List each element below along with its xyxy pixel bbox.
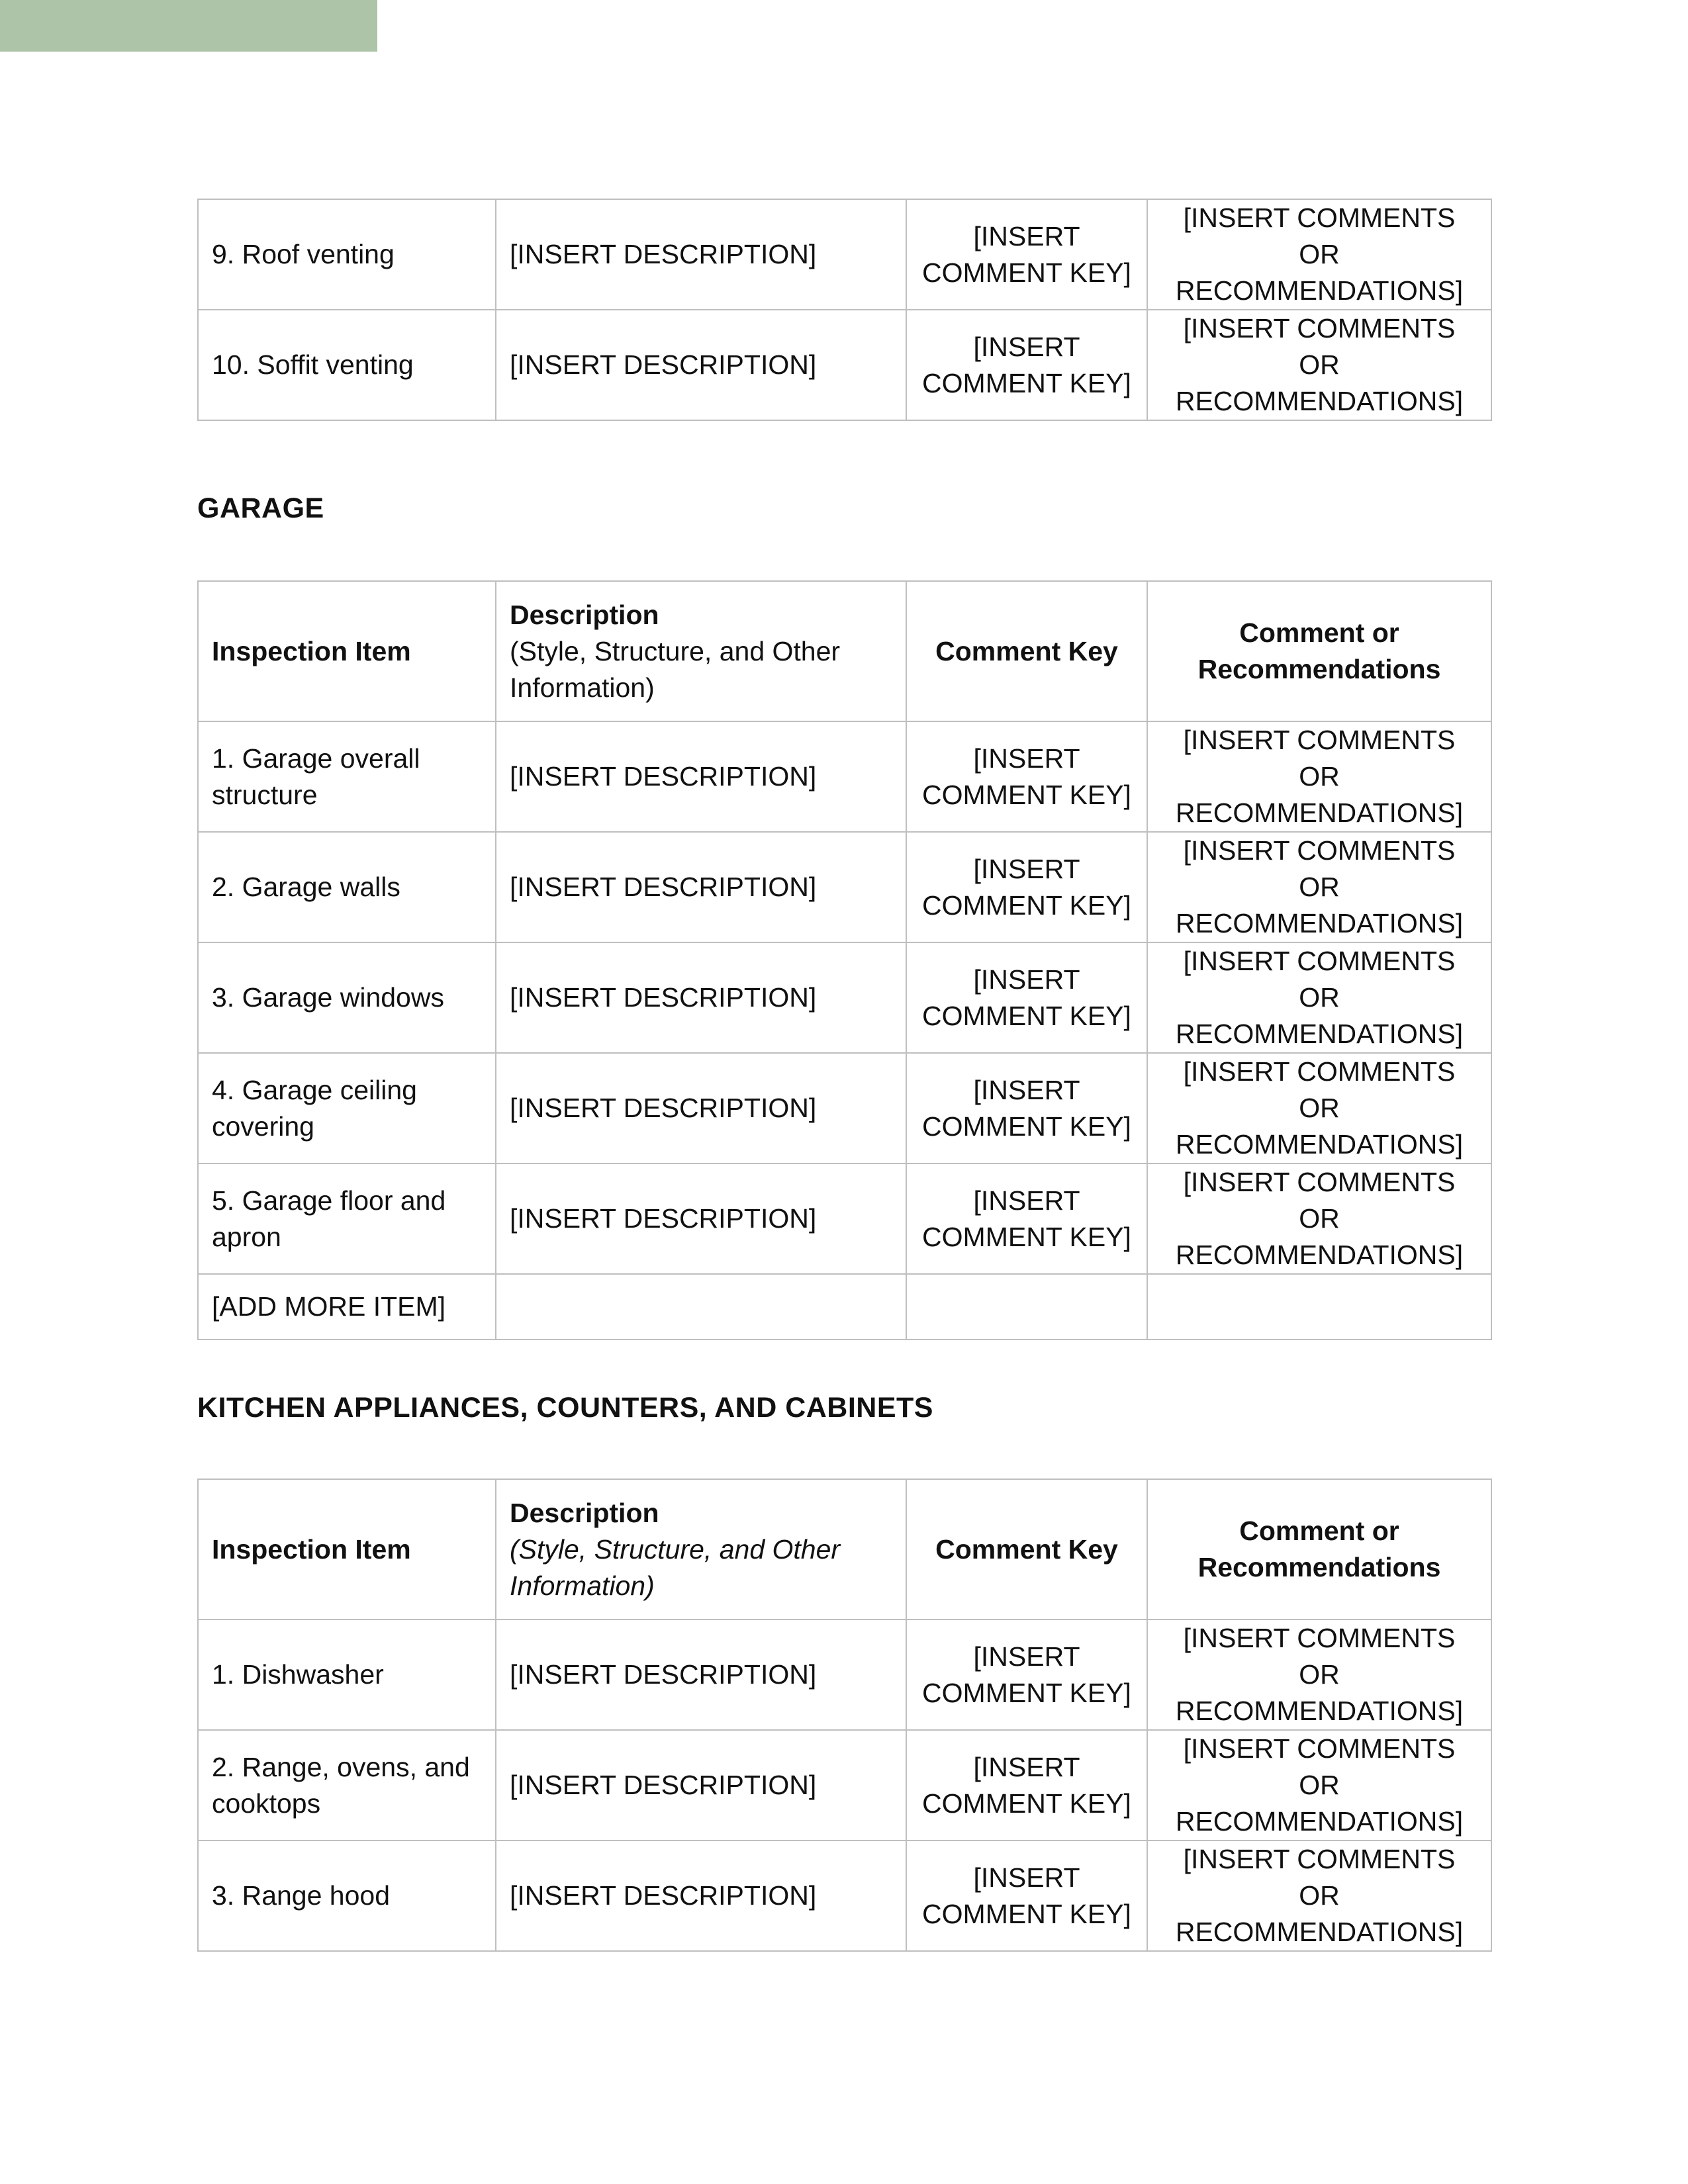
table-row bbox=[198, 1163, 1491, 1274]
roof-continuation-table bbox=[197, 199, 1492, 421]
description-cell[interactable]: [INSERT DESCRIPTION] bbox=[496, 721, 906, 832]
table-row bbox=[198, 310, 1491, 420]
description-cell[interactable]: [INSERT DESCRIPTION] bbox=[496, 942, 906, 1053]
header-inspection-item: Inspection Item bbox=[198, 1479, 496, 1619]
description-cell[interactable]: [INSERT DESCRIPTION] bbox=[496, 1163, 906, 1274]
table-row bbox=[198, 832, 1491, 942]
comment-cell[interactable]: [INSERT COMMENTS OR RECOMMENDATIONS] bbox=[1147, 1619, 1491, 1730]
comment-key-cell[interactable]: [INSERT COMMENT KEY] bbox=[906, 199, 1147, 310]
section-title-kitchen: KITCHEN APPLIANCES, COUNTERS, AND CABINETS bbox=[197, 1392, 933, 1424]
comment-key-cell[interactable]: [INSERT COMMENT KEY] bbox=[906, 1730, 1147, 1841]
empty-comment-cell[interactable] bbox=[1147, 1274, 1491, 1340]
comment-cell[interactable]: [INSERT COMMENTS OR RECOMMENDATIONS] bbox=[1147, 832, 1491, 942]
table-row bbox=[198, 721, 1491, 832]
table-header-row bbox=[198, 581, 1491, 721]
header-inspection-item: Inspection Item bbox=[198, 581, 496, 721]
header-comment: Comment or Recommendations bbox=[1147, 1479, 1491, 1619]
description-cell[interactable]: [INSERT DESCRIPTION] bbox=[496, 1841, 906, 1951]
header-description-hint: (Style, Structure, and Other Information) bbox=[510, 1533, 841, 1601]
inspection-item-cell[interactable]: 9. Roof venting bbox=[198, 199, 496, 310]
inspection-item-cell[interactable]: 3. Garage windows bbox=[198, 942, 496, 1053]
comment-key-cell[interactable]: [INSERT COMMENT KEY] bbox=[906, 1841, 1147, 1951]
section-title-garage: GARAGE bbox=[197, 492, 324, 524]
add-more-row bbox=[198, 1274, 1491, 1340]
empty-comment-key-cell[interactable] bbox=[906, 1274, 1147, 1340]
header-comment: Comment or Recommendations bbox=[1147, 581, 1491, 721]
inspection-item-cell[interactable]: 4. Garage ceiling covering bbox=[198, 1053, 496, 1163]
inspection-item-cell[interactable]: 1. Garage overall structure bbox=[198, 721, 496, 832]
header-comment-key: Comment Key bbox=[906, 1479, 1147, 1619]
table-row bbox=[198, 942, 1491, 1053]
inspection-item-cell[interactable]: 1. Dishwasher bbox=[198, 1619, 496, 1730]
inspection-item-cell[interactable]: 10. Soffit venting bbox=[198, 310, 496, 420]
description-cell[interactable]: [INSERT DESCRIPTION] bbox=[496, 1730, 906, 1841]
description-cell[interactable]: [INSERT DESCRIPTION] bbox=[496, 1053, 906, 1163]
description-cell[interactable]: [INSERT DESCRIPTION] bbox=[496, 199, 906, 310]
comment-cell[interactable]: [INSERT COMMENTS OR RECOMMENDATIONS] bbox=[1147, 1841, 1491, 1951]
comment-cell[interactable]: [INSERT COMMENTS OR RECOMMENDATIONS] bbox=[1147, 942, 1491, 1053]
inspection-item-cell[interactable]: 2. Garage walls bbox=[198, 832, 496, 942]
comment-key-cell[interactable]: [INSERT COMMENT KEY] bbox=[906, 721, 1147, 832]
comment-key-cell[interactable]: [INSERT COMMENT KEY] bbox=[906, 942, 1147, 1053]
table-row bbox=[198, 1053, 1491, 1163]
table-row bbox=[198, 1619, 1491, 1730]
comment-key-cell[interactable]: [INSERT COMMENT KEY] bbox=[906, 1053, 1147, 1163]
add-more-item-cell[interactable]: [ADD MORE ITEM] bbox=[198, 1274, 496, 1340]
table-row bbox=[198, 1730, 1491, 1841]
table-row bbox=[198, 1841, 1491, 1951]
comment-cell[interactable]: [INSERT COMMENTS OR RECOMMENDATIONS] bbox=[1147, 1053, 1491, 1163]
kitchen-table bbox=[197, 1479, 1492, 1952]
table-header-row bbox=[198, 1479, 1491, 1619]
comment-key-cell[interactable]: [INSERT COMMENT KEY] bbox=[906, 832, 1147, 942]
comment-key-cell[interactable]: [INSERT COMMENT KEY] bbox=[906, 1163, 1147, 1274]
comment-cell[interactable]: [INSERT COMMENTS OR RECOMMENDATIONS] bbox=[1147, 1163, 1491, 1274]
comment-key-cell[interactable]: [INSERT COMMENT KEY] bbox=[906, 310, 1147, 420]
description-cell[interactable]: [INSERT DESCRIPTION] bbox=[496, 832, 906, 942]
comment-cell[interactable]: [INSERT COMMENTS OR RECOMMENDATIONS] bbox=[1147, 721, 1491, 832]
header-description: Description (Style, Structure, and Other Information) bbox=[496, 1479, 906, 1619]
inspection-item-cell[interactable]: 3. Range hood bbox=[198, 1841, 496, 1951]
corner-accent-band bbox=[0, 0, 377, 52]
empty-description-cell[interactable] bbox=[496, 1274, 906, 1340]
comment-cell[interactable]: [INSERT COMMENTS OR RECOMMENDATIONS] bbox=[1147, 1730, 1491, 1841]
garage-table bbox=[197, 580, 1492, 1340]
header-comment-key: Comment Key bbox=[906, 581, 1147, 721]
table-row bbox=[198, 199, 1491, 310]
description-cell[interactable]: [INSERT DESCRIPTION] bbox=[496, 1619, 906, 1730]
inspection-item-cell[interactable]: 5. Garage floor and apron bbox=[198, 1163, 496, 1274]
header-description: Description (Style, Structure, and Other Information) bbox=[496, 581, 906, 721]
comment-cell[interactable]: [INSERT COMMENTS OR RECOMMENDATIONS] bbox=[1147, 199, 1491, 310]
header-description-hint: (Style, Structure, and Other Information) bbox=[510, 635, 841, 703]
comment-cell[interactable]: [INSERT COMMENTS OR RECOMMENDATIONS] bbox=[1147, 310, 1491, 420]
description-cell[interactable]: [INSERT DESCRIPTION] bbox=[496, 310, 906, 420]
comment-key-cell[interactable]: [INSERT COMMENT KEY] bbox=[906, 1619, 1147, 1730]
inspection-item-cell[interactable]: 2. Range, ovens, and cooktops bbox=[198, 1730, 496, 1841]
